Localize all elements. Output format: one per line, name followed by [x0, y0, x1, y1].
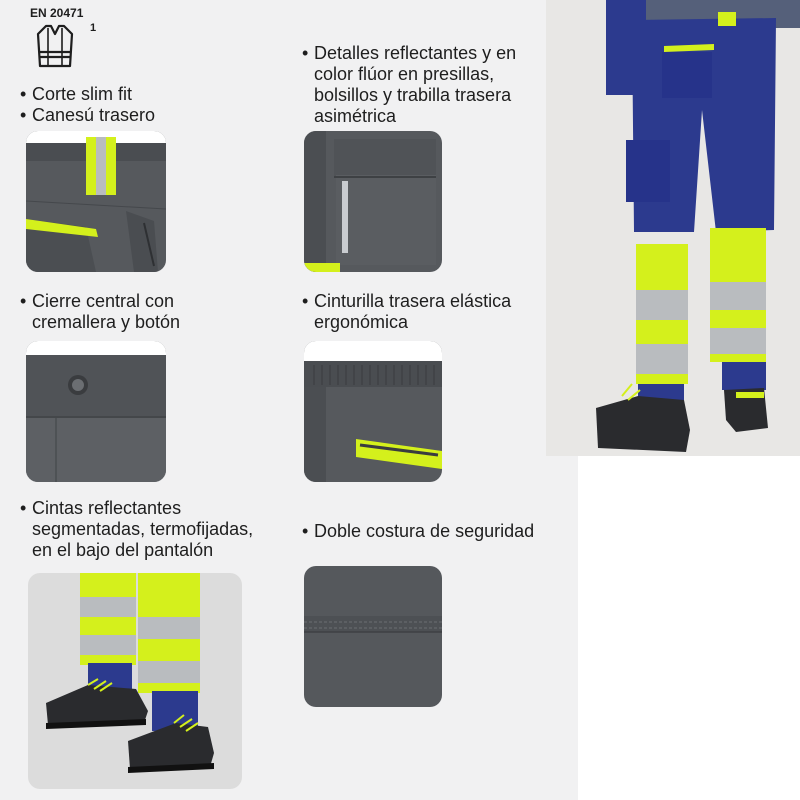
- feature-slim-fit: • Corte slim fit • Canesú trasero: [20, 84, 156, 125]
- feature-text: Doble costura de seguridad: [314, 521, 535, 541]
- thumb-double-stitching: [304, 566, 442, 707]
- standard-class: 1: [90, 22, 97, 34]
- thumb-elastic-waistband: [304, 341, 442, 482]
- thumb-hem-reflective-tapes: [28, 573, 242, 789]
- hem-reflective-tapes-photo: [28, 573, 242, 789]
- feature-text: Cinturilla trasera elástica ergonómica: [314, 291, 512, 332]
- thumb-front-closure: [26, 341, 166, 482]
- elastic-waistband-photo: [304, 341, 442, 482]
- feature-text: Cierre central con cremallera y botón: [32, 291, 181, 332]
- reflective-pocket-photo: [304, 131, 442, 272]
- feature-reflective-tapes: • Cintas reflectantes segmentadas, termofijadas, en el bajo del pantalón: [20, 498, 254, 560]
- feature-central-closure: • Cierre central con cremallera y botón: [20, 291, 181, 332]
- feature-text: Canesú trasero: [32, 105, 156, 125]
- main-product-photo: [546, 0, 800, 456]
- feature-elastic-waistband: • Cinturilla trasera elástica ergonómica: [302, 291, 512, 332]
- front-closure-photo: [26, 341, 166, 482]
- feature-text: Corte slim fit: [32, 84, 133, 104]
- hi-vis-vest-icon: [34, 24, 76, 68]
- feature-reflective-details: • Detalles reflectantes y en color flúor en presillas, bolsillos y trabilla trasera asimétrica: [302, 43, 517, 126]
- back-yoke-photo: [26, 131, 166, 272]
- thumb-reflective-pocket: [304, 131, 442, 272]
- worker-trousers-photo: [546, 0, 800, 456]
- feature-double-stitching: • Doble costura de seguridad: [302, 521, 535, 541]
- double-stitching-photo: [304, 566, 442, 707]
- standard-code: EN 20471: [30, 6, 84, 20]
- thumb-back-yoke: [26, 131, 166, 272]
- feature-text: Cintas reflectantes segmentadas, termofijadas, en el bajo del pantalón: [32, 498, 254, 560]
- feature-text: Detalles reflectantes y en color flúor en presillas, bolsillos y trabilla trasera asimétrica: [314, 43, 517, 126]
